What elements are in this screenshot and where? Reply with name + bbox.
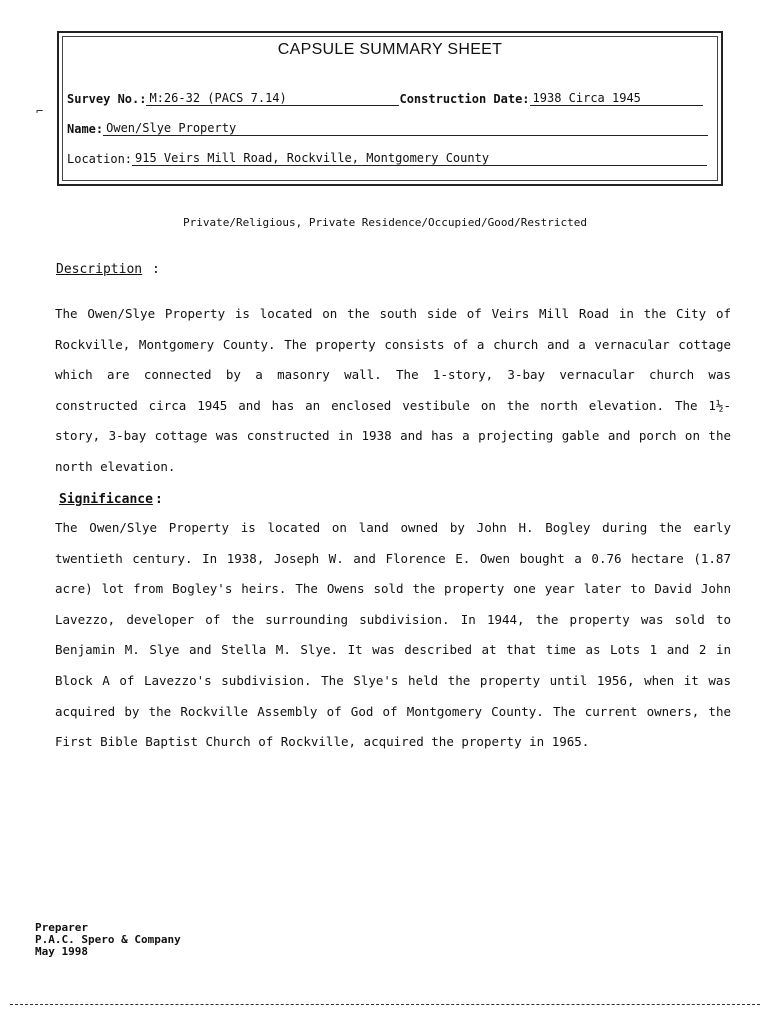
survey-value: M:26-32 (PACS 7.14) [146,91,399,106]
construction-date-label: Construction Date: [399,92,530,106]
description-colon: : [152,262,160,277]
preparer-label: Preparer [35,921,88,934]
construction-date-value: 1938 Circa 1945 [530,91,703,106]
name-label: Name: [67,122,104,136]
classification-line: Private/Religious, Private Residence/Occupied/Good/Restricted [183,216,587,229]
preparer-block [35,922,181,958]
description-heading [56,262,142,277]
preparer-date: May 1998 [35,945,88,958]
description-heading-text: Description [56,262,143,277]
significance-paragraph: The Owen/Slye Property is located on land owned by John H. Bogley during the early twentieth century. In 1938, Joseph W. and Florence E. Owen bought a 0.76 hectare (1.87 acre) lot from Bogley's heirs. The Owens sold the property one year later to David John Lavezzo, developer of the surrounding subdivision. In 1944, the property was sold to Benjamin M. Slye and Stella M. Slye. It was described at that time as Lots 1 and 2 in Block A of Lavezzo's subdivision. The Slye's held the property until 1956, when it was acquired by the Rockville Assembly of God of Montgomery County. The current owners, the First Bible Baptist Church of Rockville, acquired the property in 1965. [55,520,731,750]
location-value: 915 Veirs Mill Road, Rockville, Montgomery County [132,151,707,166]
preparer-company: P.A.C. Spero & Company [35,933,181,946]
description-paragraph: The Owen/Slye Property is located on the south side of Veirs Mill Road in the City of Rockville, Montgomery County. The property consists of a church and a vernacular cottage which are connected by a masonry wall. The 1-story, 3-bay vernacular church was constructed circa 1945 and has an enclosed vestibule on the north elevation. The 1½-story, 3-bay cottage was constructed in 1938 and has a projecting gable and porch on the north elevation. [55,306,731,474]
page-title: CAPSULE SUMMARY SHEET [277,41,503,58]
margin-mark: ⌐ [36,104,44,118]
significance-heading-text: Significance [59,492,153,507]
footer-rule [10,1004,760,1005]
name-value: Owen/Slye Property [103,121,708,136]
location-label: Location: [67,152,133,166]
significance-heading [59,492,153,507]
name-row [67,121,708,136]
survey-label: Survey No.: [67,92,147,106]
survey-row [67,91,703,106]
significance-colon: : [155,492,163,507]
capsule-header-box [57,31,723,186]
location-row [67,151,707,166]
